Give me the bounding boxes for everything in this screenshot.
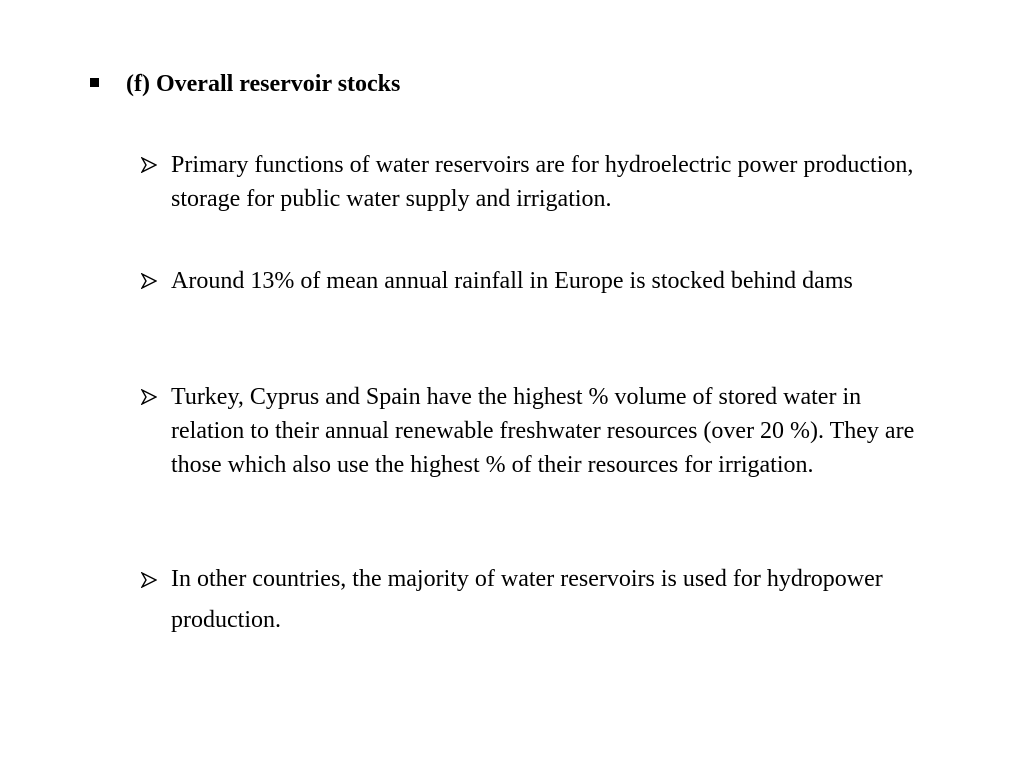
square-bullet-icon: [90, 78, 99, 87]
arrowhead-bullet-icon: [141, 157, 157, 173]
arrowhead-bullet-icon: [141, 572, 157, 588]
bullet-text: Primary functions of water reservoirs are for hydroelectric power production, storage for public water supply and irrigation.: [171, 152, 914, 212]
bullet-text: Turkey, Cyprus and Spain have the highest % volume of stored water in relation to their annual renewable freshwater resources (over 20 %). They are those which also use the highest % of their resources for irrigation.: [171, 384, 915, 478]
heading-row: [90, 67, 890, 101]
arrowhead-bullet-icon: [141, 389, 157, 405]
bullet-text: In other countries, the majority of water reservoirs is used for hydropower production.: [171, 566, 883, 633]
bullet-text: Around 13% of mean annual rainfall in Europe is stocked behind dams: [171, 268, 853, 294]
arrowhead-bullet-icon: [141, 273, 157, 289]
slide-heading: (f) Overall reservoir stocks: [126, 71, 401, 97]
